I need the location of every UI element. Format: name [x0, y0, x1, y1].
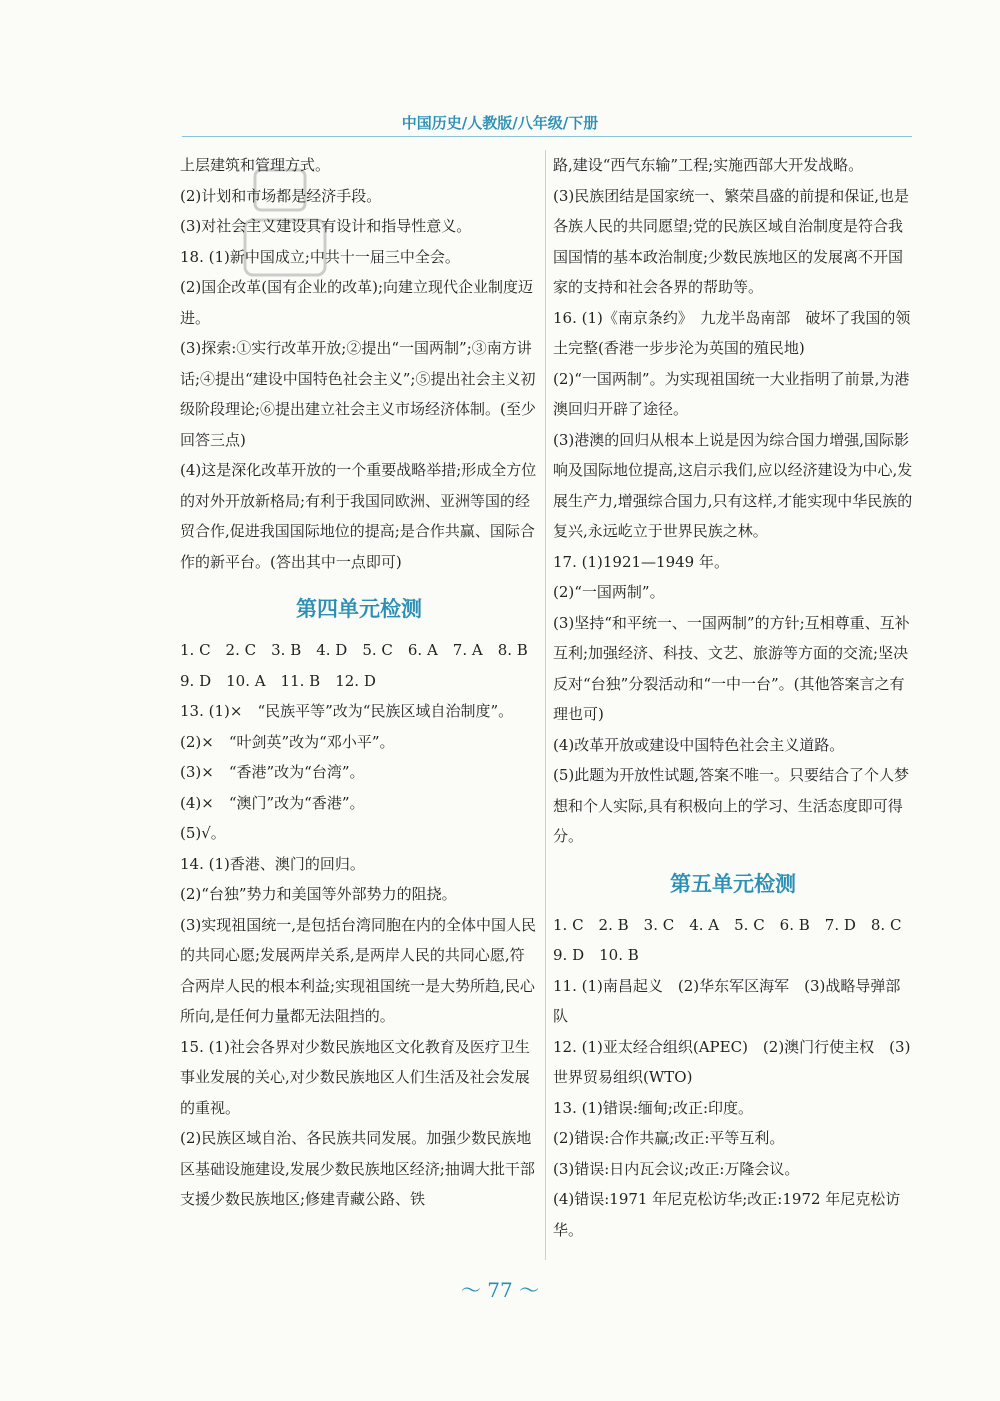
- answer-paragraph: 18. (1)新中国成立;中共十一届三中全会。: [180, 247, 460, 266]
- answer-paragraph: (2)错误:合作共赢;改正:平等互利。: [553, 1129, 785, 1147]
- answer-paragraph: (2)× “叶剑英”改为“邓小平”。: [180, 732, 395, 751]
- answer-paragraph: 11. (1)南昌起义 (2)华东军区海军 (3)战略导弹部队: [553, 976, 901, 1025]
- running-header: 中国历史/人教版/八年级/下册: [401, 114, 599, 132]
- header-rule: [182, 136, 912, 137]
- answer-paragraph: (4)错误:1971 年尼克松访华;改正:1972 年尼克松访华。: [553, 1190, 901, 1239]
- answer-paragraph: (3)民族团结是国家统一、繁荣昌盛的前提和保证,也是各族人民的共同愿望;党的民族区域自治制度是符合我国国情的基本政治制度;少数民族地区的发展离不开国家的支持和社会各界的帮助等。: [553, 186, 910, 296]
- answer-paragraph: 13. (1)× “民族平等”改为“民族区域自治制度”。: [180, 702, 514, 720]
- answer-paragraph: (2)“一国两制”。: [553, 583, 665, 601]
- answer-paragraph: 9. D 10. A 11. B 12. D: [180, 671, 376, 690]
- answer-paragraph: (2)“一国两制”。为实现祖国统一大业指明了前景,为港澳回归开辟了途径。: [553, 369, 910, 418]
- answer-paragraph: (3)实现祖国统一,是包括台湾同胞在内的全体中国人民的共同心愿;发展两岸关系,是两岸人民的共同心愿,符合两岸人民的根本利益;实现祖国统一是大势所趋,民心所向,是任何力量都无法阻挡的。: [180, 915, 537, 1025]
- answer-paragraph: 12. (1)亚太经合组织(APEC) (2)澳门行使主权 (3)世界贸易组织(WTO): [553, 1037, 911, 1086]
- answer-paragraph: (4)这是深化改革开放的一个重要战略举措;形成全方位的对外开放新格局;有利于我国同欧洲、亚洲等国的经贸合作,促进我国国际地位的提高;是合作共赢、国际合作的新平台。(答出其中一点即可): [180, 461, 537, 571]
- answer-paragraph: 1. C 2. C 3. B 4. D 5. C 6. A 7. A 8. B: [180, 641, 528, 659]
- answer-paragraph: (3)对社会主义建设具有设计和指导性意义。: [180, 217, 472, 235]
- column-divider: [545, 150, 546, 1260]
- answer-paragraph: (3)探索:①实行改革开放;②提出“一国两制”;③南方讲话;④提出“建设中国特色社会主义”;⑤提出社会主义初级阶段理论;⑥提出建立社会主义市场经济体制。(至少回答三点): [180, 339, 536, 449]
- answer-paragraph: (2)国企改革(国有企业的改革);向建立现代企业制度迈进。: [180, 278, 534, 327]
- page-number: ～ 77 ～: [460, 1278, 540, 1302]
- answer-paragraph: 上层建筑和管理方式。: [180, 156, 331, 174]
- answer-paragraph: (3)坚持“和平统一、一国两制”的方针;互相尊重、互补互利;加强经济、科技、文艺、旅游等方面的交流;坚决反对“台独”分裂活动和“一中一台”。(其他答案言之有理也可): [553, 613, 910, 723]
- answer-paragraph: (3)× “香港”改为“台湾”。: [180, 763, 365, 781]
- answer-paragraph: 1. C 2. B 3. C 4. A 5. C 6. B 7. D 8. C: [553, 915, 902, 934]
- answer-paragraph: (5)√。: [180, 824, 226, 842]
- unit5-title: 第五单元检测: [670, 871, 796, 896]
- answer-paragraph: 路,建设“西气东输”工程;实施西部大开发战略。: [553, 156, 864, 174]
- answer-paragraph: (4)× “澳门”改为“香港”。: [180, 793, 365, 812]
- answer-paragraph: 9. D 10. B: [553, 946, 639, 964]
- answer-paragraph: 13. (1)错误:缅甸;改正:印度。: [553, 1098, 754, 1117]
- answer-paragraph: (2)“台独”势力和美国等外部势力的阻挠。: [180, 885, 457, 903]
- right-column: [553, 150, 913, 1245]
- answer-paragraph: (3)错误:日内瓦会议;改正:万隆会议。: [553, 1159, 800, 1178]
- answer-paragraph: (5)此题为开放性试题,答案不唯一。只要结合了个人梦想和个人实际,具有积极向上的学习、生活态度即可得分。: [553, 766, 910, 845]
- answer-paragraph: (2)民族区域自治、各民族共同发展。加强少数民族地区基础设施建设,发展少数民族地区经济;抽调大批干部支援少数民族地区;修建青藏公路、铁: [180, 1129, 535, 1208]
- answer-paragraph: 17. (1)1921—1949 年。: [553, 552, 729, 571]
- left-column: [180, 150, 538, 1215]
- answer-paragraph: (4)改革开放或建设中国特色社会主义道路。: [553, 735, 845, 754]
- answer-paragraph: 14. (1)香港、澳门的回归。: [180, 854, 365, 873]
- unit4-title: 第四单元检测: [296, 597, 422, 621]
- answer-paragraph: 15. (1)社会各界对少数民族地区文化教育及医疗卫生事业发展的关心,对少数民族地区人们生活及社会发展的重视。: [180, 1037, 530, 1117]
- answer-paragraph: 16. (1)《南京条约》 九龙半岛南部 破坏了我国的领土完整(香港一步步沦为英国的殖民地): [553, 308, 911, 357]
- answer-paragraph: (2)计划和市场都是经济手段。: [180, 186, 382, 205]
- answer-paragraph: (3)港澳的回归从根本上说是因为综合国力增强,国际影响及国际地位提高,这启示我们,应以经济建设为中心,发展生产力,增强综合国力,只有这样,才能实现中华民族的复兴,永远屹立于世界民族之林。: [553, 430, 913, 540]
